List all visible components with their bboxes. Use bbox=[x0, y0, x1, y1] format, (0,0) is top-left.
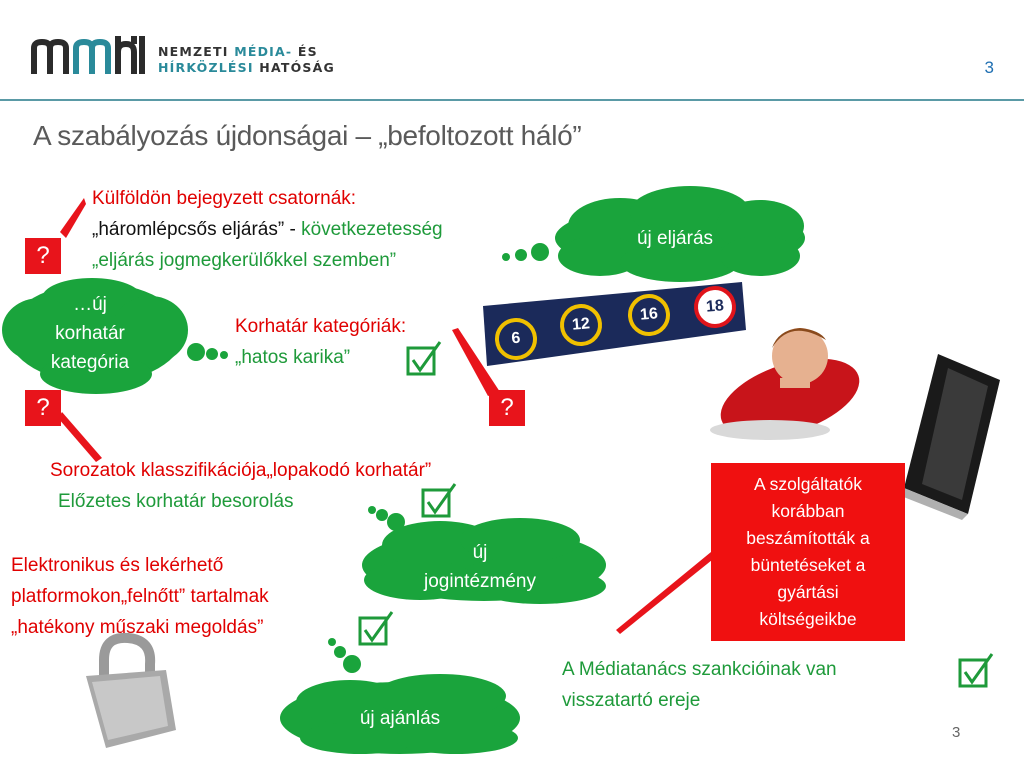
info-box-red bbox=[711, 463, 905, 641]
question-box: ? bbox=[25, 390, 61, 426]
text-line: platformokon„felnőtt” tartalmak bbox=[11, 586, 269, 607]
text-line: „hatos karika” bbox=[235, 347, 351, 368]
info-line: korábban bbox=[771, 501, 845, 521]
callout-pointer bbox=[60, 198, 86, 238]
cloud-label-ajanlas: új ajánlás bbox=[359, 708, 441, 729]
tv-image bbox=[896, 354, 1000, 520]
padlock-image bbox=[86, 638, 176, 748]
text-line: „háromlépcsős eljárás” - bbox=[92, 219, 302, 240]
check-icon bbox=[360, 612, 392, 644]
text-line: Elektronikus és lekérhető bbox=[11, 555, 224, 576]
text-line: Külföldön bejegyzett csatornák: bbox=[92, 188, 357, 209]
text-block-platforms bbox=[11, 550, 269, 643]
text-block-series bbox=[50, 455, 431, 517]
header-page-number: 3 bbox=[984, 58, 994, 77]
info-line: beszámították a bbox=[746, 528, 870, 548]
question-box: ? bbox=[489, 390, 525, 426]
logo-word: NEMZETI bbox=[158, 44, 229, 59]
text-line: következetesség bbox=[301, 219, 443, 240]
slide-title: A szabályozás újdonságai – „befoltozott háló” bbox=[33, 120, 582, 151]
info-line: gyártási bbox=[777, 582, 839, 602]
cloud-label-uj-eljaras: új eljárás bbox=[636, 228, 714, 249]
age-badge-18: 18 bbox=[692, 284, 738, 330]
text-block-foreign-channels bbox=[92, 183, 443, 276]
cloud-line: kategória bbox=[50, 352, 130, 373]
callout-pointer bbox=[616, 552, 712, 634]
text-line: Korhatár kategóriák: bbox=[235, 316, 407, 337]
text-line: „hatékony műszaki megoldás” bbox=[11, 617, 264, 638]
age-badge-12: 12 bbox=[558, 302, 604, 348]
question-box: ? bbox=[25, 238, 61, 274]
logo-word: MÉDIA- bbox=[234, 44, 293, 59]
check-icon bbox=[960, 654, 992, 686]
cloud-line: korhatár bbox=[55, 323, 125, 344]
child-image bbox=[710, 328, 869, 453]
logo-word: HÍRKÖZLÉSI bbox=[158, 60, 254, 75]
cloud-label-korhatar bbox=[20, 290, 160, 377]
info-line: A szolgáltatók bbox=[754, 474, 862, 494]
text-line: „eljárás jogmegkerülőkkel szemben” bbox=[92, 250, 397, 271]
text-line: Sorozatok klasszifikációja„lopakodó korhatár” bbox=[50, 460, 432, 481]
cloud-line: jogintézmény bbox=[424, 571, 536, 592]
cloud-line: …új bbox=[73, 294, 107, 315]
thought-cloud bbox=[280, 638, 520, 754]
logo-word: ÉS bbox=[297, 44, 318, 59]
check-icon bbox=[408, 342, 440, 374]
footer-page-number: 3 bbox=[952, 724, 961, 741]
age-badge-16: 16 bbox=[626, 292, 672, 338]
text-line: A Médiatanács szankcióinak van bbox=[562, 659, 837, 680]
info-line: költségeikbe bbox=[759, 609, 857, 629]
text-block-age-categories bbox=[235, 311, 406, 373]
age-badge-6: 6 bbox=[493, 316, 539, 362]
cloud-line: új bbox=[472, 542, 488, 563]
logo-word: HATÓSÁG bbox=[259, 60, 335, 75]
cloud-label-jogintezmeny bbox=[400, 538, 560, 596]
text-line: Előzetes korhatár besorolás bbox=[58, 491, 294, 512]
text-block-sanctions bbox=[562, 654, 837, 716]
info-line: büntetéseket a bbox=[750, 555, 866, 575]
text-line: visszatartó ereje bbox=[562, 690, 701, 711]
